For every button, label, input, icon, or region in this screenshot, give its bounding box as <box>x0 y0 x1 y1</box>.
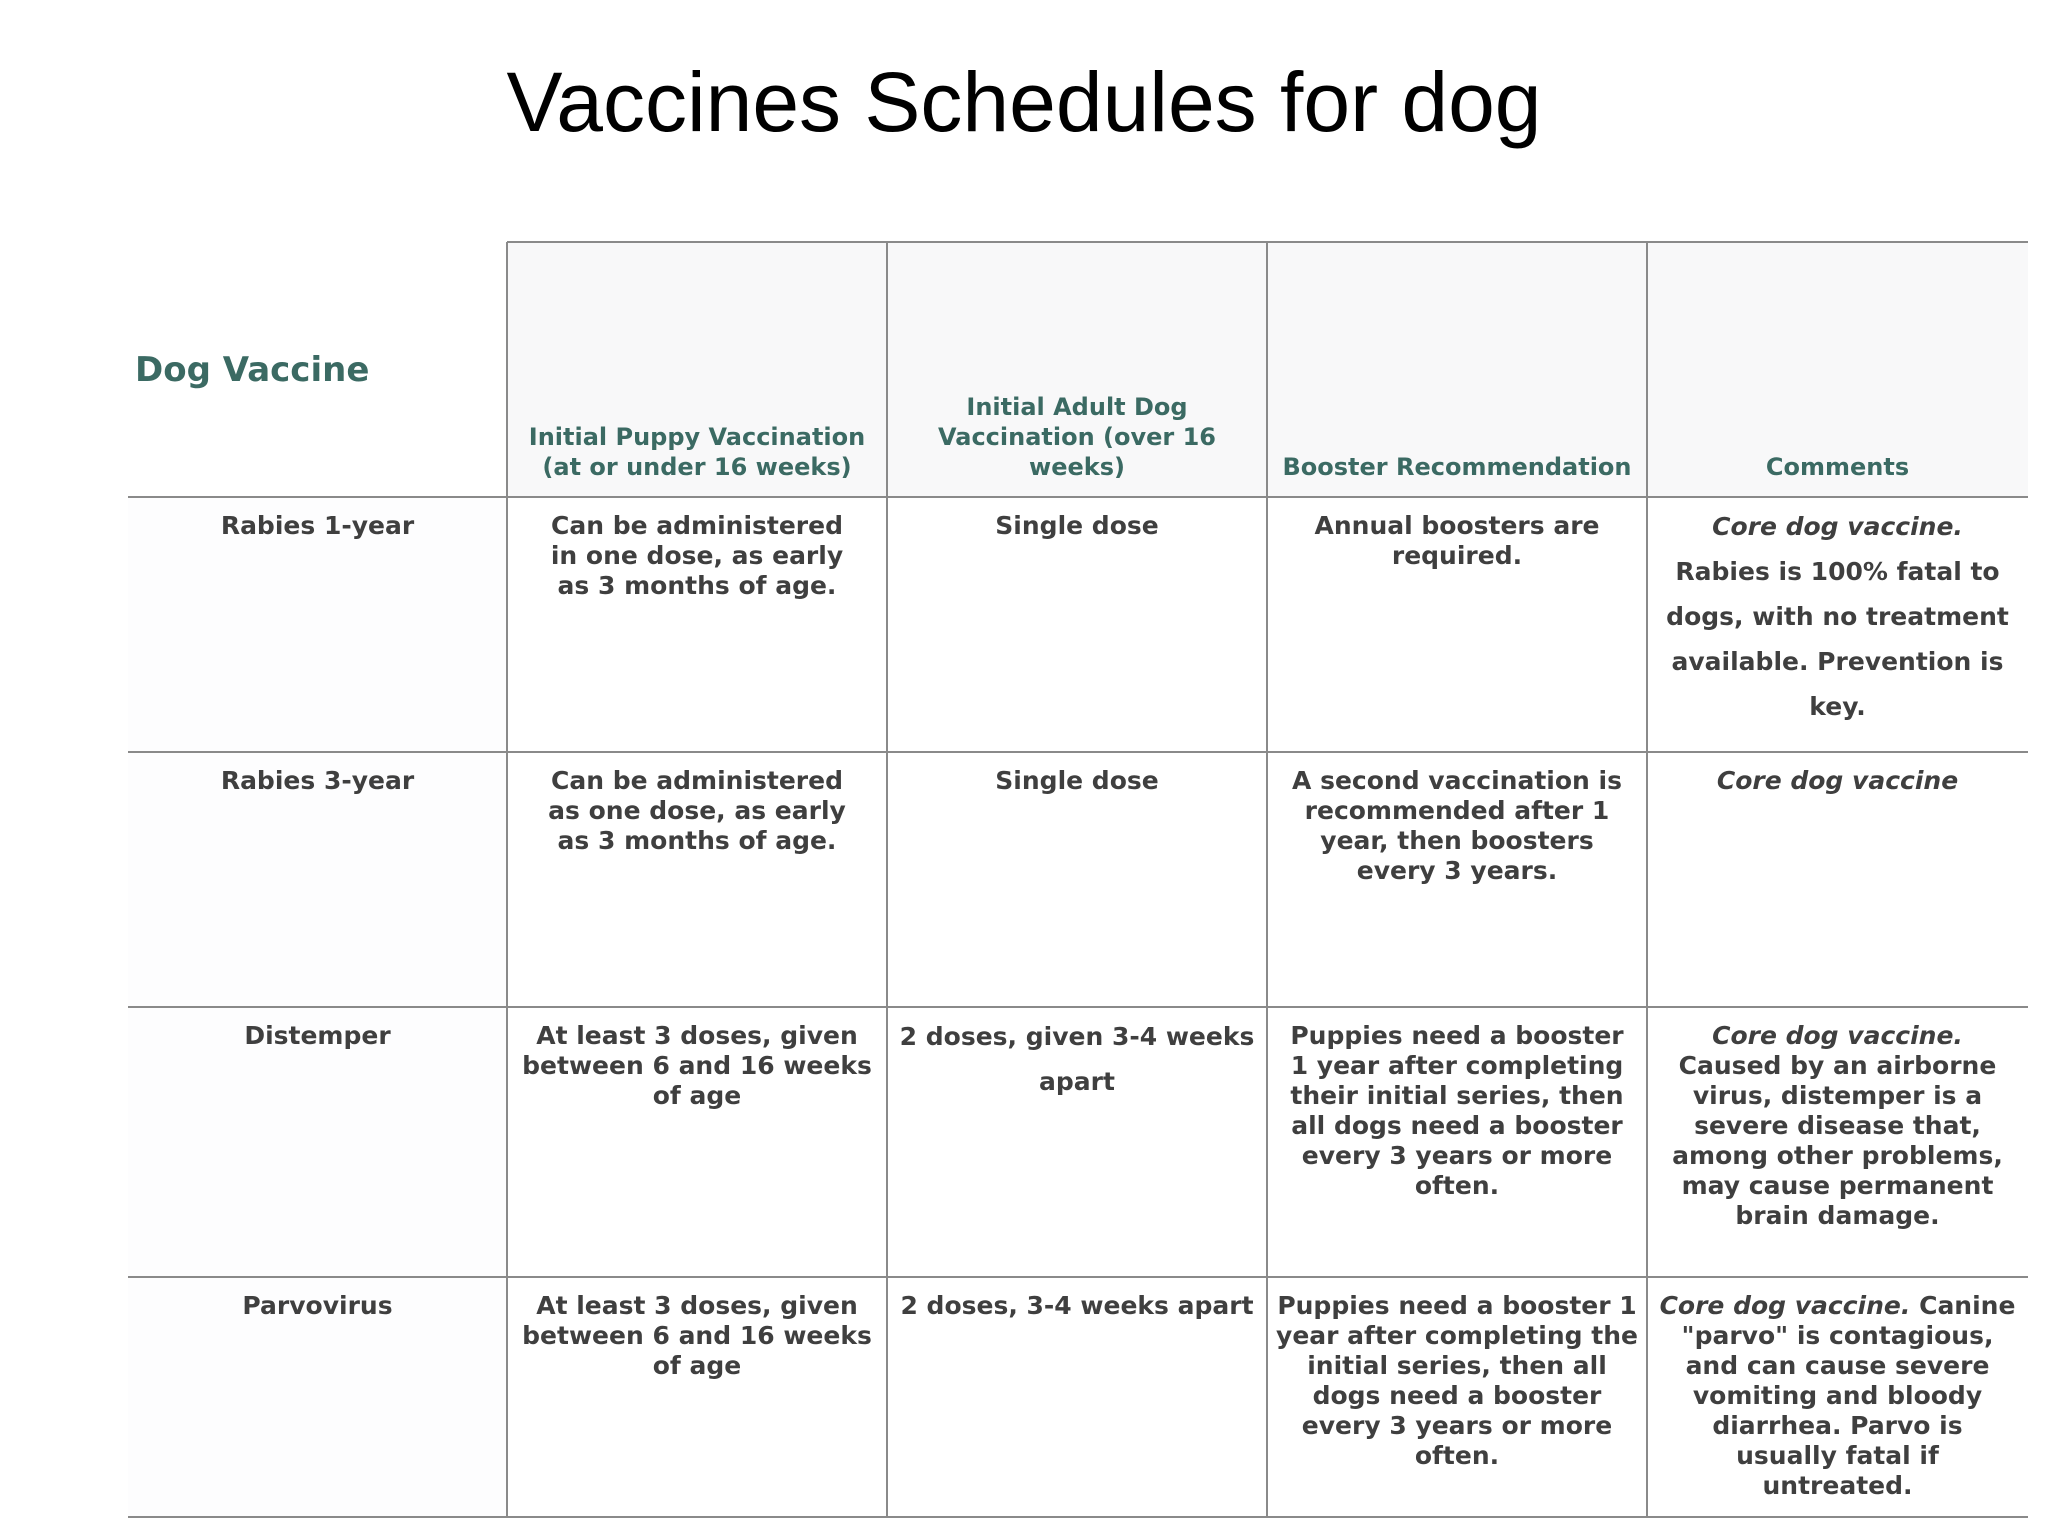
header-adult-text: Initial Adult Dog Vaccination (over 16 weeks) <box>937 393 1216 481</box>
row-label-distemper: Distemper <box>244 1021 391 1050</box>
cell-rabies-3-year-puppy: Can be administered as one dose, as early as 3 months of age. <box>548 766 846 855</box>
row-label-rabies-3-year: Rabies 3-year <box>220 766 415 795</box>
comment-text: Canine "parvo" is contagious, and can cause severe vomiting and bloody diarrhea. Parvo is usually fatal if untreated. <box>1681 1291 2016 1500</box>
header-puppy <box>507 422 887 482</box>
corner-header: Dog Vaccine <box>135 350 370 390</box>
cell-rabies-3-year-booster: A second vaccination is recommended after 1 year, then boosters every 3 years. <box>1292 766 1622 885</box>
header-puppy-text: Initial Puppy Vaccination (at or under 16 weeks) <box>528 423 866 481</box>
cell-rabies-1-year-comments <box>1647 504 2028 729</box>
cell-distemper-comments <box>1647 1021 2028 1231</box>
cell-rabies-3-year-comments <box>1647 766 2028 796</box>
cell-parvovirus-adult: 2 doses, 3-4 weeks apart <box>900 1291 1254 1320</box>
cell-rabies-1-year-booster: Annual boosters are required. <box>1314 511 1600 570</box>
comment-text: Caused by an airborne virus, distemper is a severe disease that, among other problems, may cause permanent brain damage. <box>1672 1051 2003 1230</box>
comment-emphasis: Core dog vaccine <box>1716 766 1959 795</box>
row-label-rabies-1-year: Rabies 1-year <box>220 511 415 540</box>
header-booster-text: Booster Recommendation <box>1282 453 1632 481</box>
comment-emphasis: Core dog vaccine. <box>1659 1291 1911 1320</box>
cell-distemper-puppy: At least 3 doses, given between 6 and 16 weeks of age <box>522 1021 872 1110</box>
cell-rabies-1-year-puppy: Can be administered in one dose, as early as 3 months of age. <box>550 511 844 600</box>
header-comments <box>1647 452 2028 482</box>
comment-text: Rabies is 100% fatal to dogs, with no treatment available. Prevention is key. <box>1666 557 2009 721</box>
cell-distemper-booster: Puppies need a booster 1 year after completing their initial series, then all dogs need a booster every 3 years or more often. <box>1290 1021 1624 1200</box>
comment-emphasis: Core dog vaccine. <box>1712 1021 1963 1050</box>
header-comments-text: Comments <box>1765 453 1910 481</box>
cell-rabies-3-year-adult: Single dose <box>995 766 1159 795</box>
cell-rabies-1-year-adult: Single dose <box>995 511 1159 540</box>
cell-parvovirus-puppy: At least 3 doses, given between 6 and 16 weeks of age <box>522 1291 872 1380</box>
page-title: Vaccines Schedules for dog <box>506 55 1542 149</box>
header-adult <box>887 392 1267 482</box>
comment-emphasis: Core dog vaccine. <box>1712 512 1963 541</box>
cell-parvovirus-booster: Puppies need a booster 1 year after completing the initial series, then all dogs need a booster every 3 years or more often. <box>1276 1291 1638 1470</box>
cell-parvovirus-comments <box>1647 1291 2028 1501</box>
cell-distemper-adult: 2 doses, given 3-4 weeks apart <box>899 1022 1255 1096</box>
row-label-parvovirus: Parvovirus <box>242 1291 393 1320</box>
header-booster <box>1267 452 1647 482</box>
